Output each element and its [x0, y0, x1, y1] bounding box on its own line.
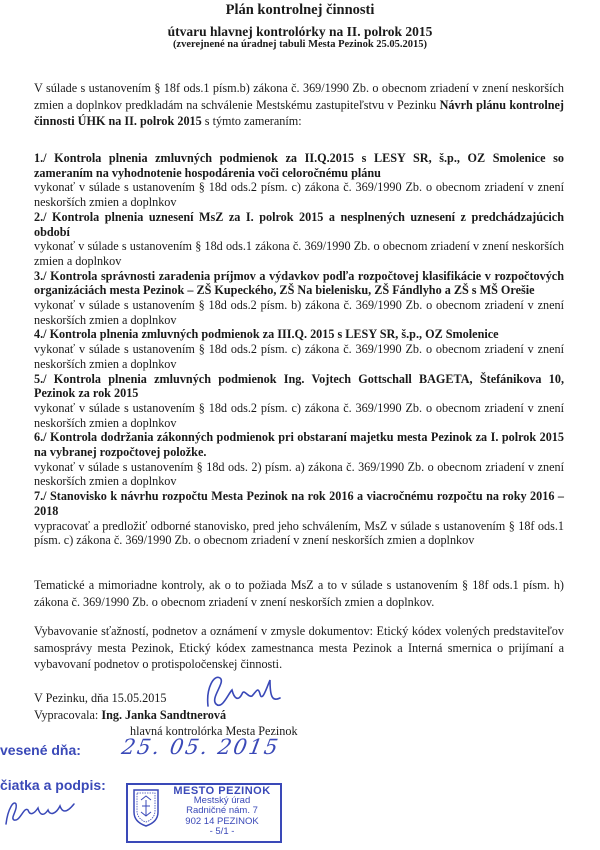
control-item-heading: 7./ Stanovisko k návrhu rozpočtu Mesta Pezinok na rok 2016 a viacročnému rozpočtu na roky 2016 – 2018 [34, 489, 564, 518]
stamp-text [166, 786, 278, 837]
control-item [34, 210, 564, 269]
control-items-list [34, 151, 564, 548]
document-subtitle: útvaru hlavnej kontrolórky na II. polrok 2015 [167, 24, 433, 39]
stamp-city: MESTO PEZINOK [173, 785, 271, 797]
intro-bold-text: Návrh plánu kontrolnej činnosti ÚHK na II. polrok 2015 [34, 97, 564, 128]
control-item-heading: 5./ Kontrola plnenia zmluvných podmienok Ing. Vojtech Gottschall BAGETA, Štefánikova 10, Pezinok za rok 2015 [34, 371, 564, 401]
stamp-code: - 5/1 - [209, 825, 235, 837]
control-item [34, 372, 564, 431]
control-item-body: vypracovať a predložiť odborné stanovisko, pred jeho schválením, MsZ v súlade s ustanovením § 18f ods.1 písm. c) zákona č. 369/1990 Zb. o obecnom zriadení v znení neskorších zmien a doplnkov [34, 518, 564, 548]
stamp-and-signature-label: čiatka a podpis: [0, 777, 106, 793]
stamp-street: Radničné nám. 7 [186, 805, 258, 817]
complaints-paragraph: Vybavovanie sťažností, podnetov a oznámení v zmysle dokumentov: Etický kódex volených predstaviteľov samosprávy mesta Pezinok, Etický kódex zamestnanca mesta Pezinok a Interná smernica o prijímaní a vybavovaní podnetov o protispoločenskej činnosti. [34, 624, 564, 671]
control-item-body: vykonať v súlade s ustanovením § 18d ods.2 písm. b) zákona č. 369/1990 Zb. o obecnom zriadení v znení neskorších zmien a doplnkov [34, 298, 564, 327]
control-item [34, 151, 564, 210]
control-item-heading: 1./ Kontrola plnenia zmluvných podmienok za II.Q.2015 s LESY SR, š.p., OZ Smolenice so zameraním na vyhodnotenie hospodárenia voči celoročnému plánu [34, 151, 564, 180]
handwritten-signature [198, 668, 288, 716]
control-item-heading: 2./ Kontrola plnenia uznesení MsZ za I. polrok 2015 a nesplnených uznesení z predchádzajúcich období [34, 209, 564, 239]
place-and-date: V Pezinku, dňa 15.05.2015 [34, 691, 167, 705]
city-office-stamp [126, 783, 282, 843]
control-item-body: vykonať v súlade s ustanovením § 18d ods. 2) písm. a) zákona č. 369/1990 Zb. o obecnom zriadení v znení neskorších zmien a doplnkov [34, 459, 564, 489]
control-item [34, 430, 564, 489]
prepared-by-name: Ing. Janka Sandtnerová [101, 707, 227, 722]
control-item-heading: 4./ Kontrola plnenia zmluvných podmienok za III.Q. 2015 s LESY SR, š.p., OZ Smolenice [34, 327, 499, 342]
control-item-body: vykonať v súlade s ustanovením § 18d ods.2 písm. c) zákona č. 369/1990 Zb. o obecnom zriadení v znení neskorších zmien a doplnkov [34, 180, 564, 210]
publication-note: (zverejnené na úradnej tabuli Mesta Pezinok 25.05.2015) [172, 39, 428, 50]
control-item [34, 489, 564, 548]
control-item-heading: 3./ Kontrola správnosti zaradenia príjmov a výdavkov podľa rozpočtovej klasifikácie v rozpočtových organizáciách mesta Pezinok – ZŠ Kupeckého, ZŠ Na bielenisku, ZŠ Fándlyho a ZŠ s MŠ Orešie [34, 268, 564, 298]
document-title: Plán kontrolnej činnosti [225, 2, 375, 18]
intro-tail: s týmto zameraním: [204, 114, 302, 128]
control-item-body: vykonať v súlade s ustanovením § 18d ods.2 písm. c) zákona č. 369/1990 Zb. o obecnom zriadení v znení neskorších zmien a doplnkov [34, 342, 564, 371]
prepared-by-label: Vypracovala: [34, 707, 99, 722]
intro-text: V súlade s ustanovením § 18f ods.1 písm.b) zákona č. 369/1990 Zb. o obecnom zriadení v znení neskorších zmien a doplnkov predkladám na schválenie Mestskému zastupiteľstvu v Pezinku [34, 81, 564, 112]
posted-date-handwritten: 25. 05. 2015 [119, 735, 282, 759]
control-item-heading: 6./ Kontrola dodržania zákonných podmienok pri obstaraní majetku mesta Pezinok za I. polrok 2015 na vybranej rozpočtovej položke. [34, 430, 564, 460]
control-item-body: vykonať v súlade s ustanovením § 18d ods.1 zákona č. 369/1990 Zb. o obecnom zriadení v znení neskorších zmien a doplnkov [34, 239, 564, 268]
control-item-body: vykonať v súlade s ustanovením § 18d ods.2 písm. c) zákona č. 369/1990 Zb. o obecnom zriadení v znení neskorších zmien a doplnkov [34, 400, 564, 430]
coat-of-arms-icon [132, 788, 160, 828]
posting-signature [0, 794, 80, 830]
stamp-office: Mestský úrad [193, 795, 251, 807]
intro-paragraph [34, 80, 564, 130]
control-item [34, 327, 564, 371]
stamp-zip-city: 902 14 PEZINOK [185, 815, 259, 827]
posted-on-label: vesené dňa: [0, 742, 81, 758]
thematic-controls-paragraph: Tematické a mimoriadne kontroly, ak o to požiada MsZ a to v súlade s ustanovením § 18f ods.1 písm. h) zákona č. 369/1990 Zb. o obecnom zriadení v znení neskorších zmien a doplnkov. [34, 578, 564, 609]
control-item [34, 269, 564, 328]
prepared-by-role: hlavná kontrolórka Mesta Pezinok [130, 724, 298, 738]
